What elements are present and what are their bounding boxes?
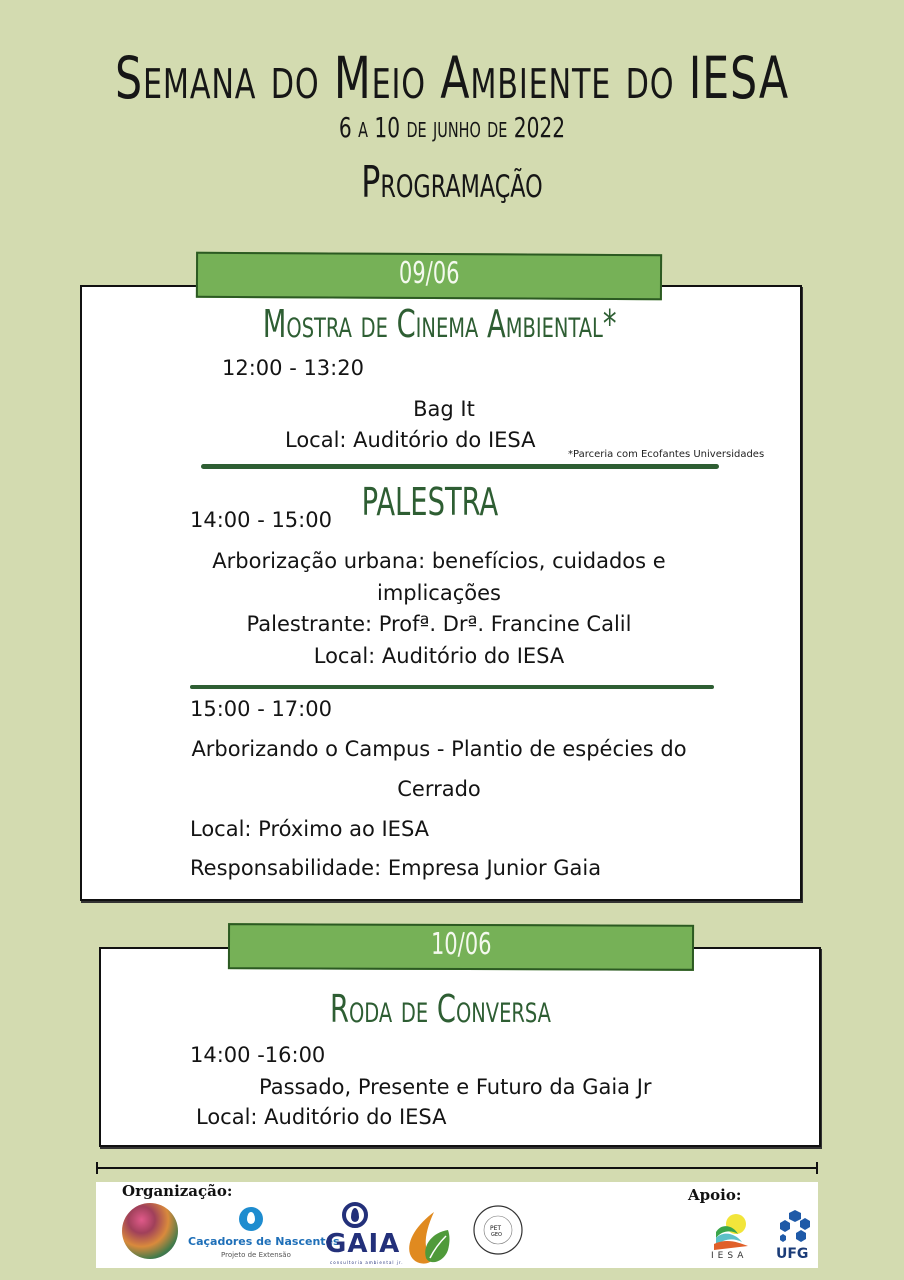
- event-title-cinema: Mostra de Cinema Ambiental*: [263, 302, 617, 346]
- organization-label: Organização:: [122, 1182, 233, 1200]
- date-tab-0906: [196, 252, 662, 300]
- event-description-palestra-1: Arborização urbana: benefícios, cuidados e: [212, 549, 666, 573]
- event-responsible-plantio: Responsabilidade: Empresa Junior Gaia: [190, 856, 602, 880]
- event-time-palestra: 14:00 - 15:00: [190, 508, 332, 532]
- cacadores-logo-subtitle: Projeto de Extensão: [221, 1251, 291, 1259]
- event-dates: 6 a 10 de junho de 2022: [338, 111, 566, 144]
- date-label: 09/06: [398, 255, 460, 292]
- flame-drop-icon: [342, 1202, 368, 1228]
- footer-line: [96, 1167, 818, 1169]
- divider: [190, 685, 714, 689]
- gaia-logo-subtitle: consultoria ambiental jr.: [330, 1260, 404, 1265]
- event-time-roda: 14:00 -16:00: [190, 1043, 326, 1067]
- water-drop-icon: [239, 1207, 263, 1231]
- pet-seal-icon: [472, 1204, 524, 1256]
- gaia-logo-text: GAIA: [325, 1229, 401, 1259]
- event-title-roda: Roda de Conversa: [329, 987, 551, 1031]
- photo-collage-icon: [122, 1203, 178, 1259]
- partnership-note: *Parceria com Ecofantes Universidades: [568, 449, 765, 460]
- program-heading: Programação: [361, 157, 543, 208]
- support-label: Apoio:: [688, 1186, 742, 1204]
- ufg-hexagons-icon: [775, 1208, 811, 1244]
- event-description-plantio-1: Arborizando o Campus - Plantio de espécies do: [191, 737, 687, 761]
- iesa-logo-text: IESA: [711, 1251, 748, 1261]
- footer-line-cap-right: [816, 1162, 818, 1174]
- event-title-palestra: PALESTRA: [361, 480, 499, 524]
- svg-text:GEO: GEO: [491, 1232, 502, 1238]
- event-location-plantio: Local: Próximo ao IESA: [190, 817, 430, 841]
- event-time-cinema: 12:00 - 13:20: [222, 356, 364, 380]
- event-location-roda: Local: Auditório do IESA: [196, 1105, 447, 1129]
- event-location-cinema: Local: Auditório do IESA: [285, 428, 536, 452]
- event-location-palestra: Local: Auditório do IESA: [313, 644, 565, 668]
- iesa-sun-icon: [712, 1212, 752, 1250]
- divider: [201, 464, 719, 469]
- event-description-roda: Passado, Presente e Futuro da Gaia Jr: [259, 1075, 652, 1099]
- event-description-palestra-2: implicações: [377, 581, 501, 605]
- event-speaker-palestra: Palestrante: Profª. Drª. Francine Calil: [246, 612, 632, 636]
- leaf-flame-icon: [404, 1210, 452, 1266]
- event-description-plantio-2: Cerrado: [397, 777, 481, 801]
- event-description-cinema: Bag It: [413, 397, 475, 421]
- ufg-logo-text: UFG: [776, 1246, 809, 1262]
- event-time-plantio: 15:00 - 17:00: [190, 697, 332, 721]
- date-label: 10/06: [430, 926, 492, 963]
- poster-title: Semana do Meio Ambiente do IESA: [115, 44, 789, 112]
- date-tab-1006: [228, 923, 694, 971]
- svg-text:PET: PET: [490, 1225, 502, 1232]
- cacadores-logo-text: Caçadores de Nascentes: [188, 1235, 340, 1248]
